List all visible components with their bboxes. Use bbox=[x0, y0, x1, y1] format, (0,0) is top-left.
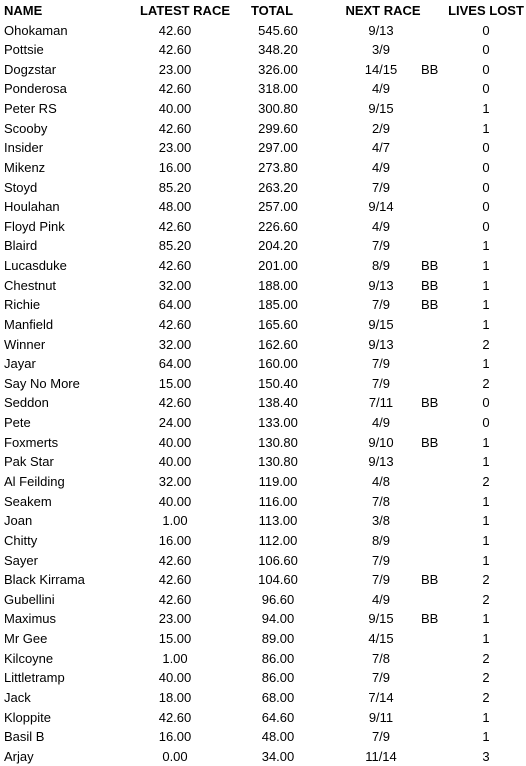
cell-name: Stoyd bbox=[4, 179, 38, 195]
table-row bbox=[0, 531, 526, 550]
table-row bbox=[0, 197, 526, 216]
cell-lives-lost: 1 bbox=[482, 709, 490, 725]
cell-latest-race: 15.00 bbox=[158, 375, 192, 391]
cell-latest-race: 23.00 bbox=[158, 140, 192, 156]
cell-name: Ponderosa bbox=[4, 81, 67, 97]
cell-latest-race: 85.20 bbox=[158, 179, 192, 195]
cell-bb-flag: BB bbox=[421, 277, 439, 293]
cell-name: Insider bbox=[4, 140, 44, 156]
cell-bb-flag: BB bbox=[421, 395, 439, 411]
cell-total: 165.60 bbox=[258, 316, 298, 332]
cell-latest-race: 40.00 bbox=[158, 670, 192, 686]
table-row bbox=[0, 40, 526, 59]
cell-latest-race: 40.00 bbox=[158, 101, 192, 117]
cell-name: Scooby bbox=[4, 120, 48, 136]
cell-lives-lost: 1 bbox=[482, 238, 490, 254]
cell-lives-lost: 0 bbox=[482, 140, 490, 156]
cell-name: Pottsie bbox=[4, 42, 44, 58]
cell-total: 257.00 bbox=[258, 199, 298, 215]
header-latest-race: LATEST RACE bbox=[139, 3, 231, 18]
cell-lives-lost: 0 bbox=[482, 22, 490, 38]
cell-next-race: 8/9 bbox=[371, 532, 391, 548]
cell-lives-lost: 1 bbox=[482, 297, 490, 313]
cell-next-race: 7/9 bbox=[371, 179, 391, 195]
cell-name: Manfield bbox=[4, 316, 54, 332]
table-row bbox=[0, 315, 526, 334]
cell-total: 150.40 bbox=[258, 375, 298, 391]
cell-next-race: 4/15 bbox=[368, 631, 394, 647]
cell-lives-lost: 0 bbox=[482, 61, 490, 77]
cell-total: 96.60 bbox=[261, 591, 295, 607]
cell-total: 545.60 bbox=[258, 22, 298, 38]
cell-bb-flag: BB bbox=[421, 258, 439, 274]
cell-latest-race: 32.00 bbox=[158, 277, 192, 293]
cell-next-race: 4/9 bbox=[371, 415, 391, 431]
cell-next-race: 7/11 bbox=[368, 395, 394, 411]
cell-next-race: 2/9 bbox=[371, 120, 391, 136]
cell-total: 160.00 bbox=[258, 356, 298, 372]
table-row bbox=[0, 727, 526, 746]
cell-total: 119.00 bbox=[258, 473, 298, 489]
table-row bbox=[0, 256, 526, 275]
cell-next-race: 4/9 bbox=[371, 81, 391, 97]
table-row bbox=[0, 570, 526, 589]
table-row bbox=[0, 492, 526, 511]
cell-name: Peter RS bbox=[4, 101, 57, 117]
table-row bbox=[0, 609, 526, 628]
cell-total: 112.00 bbox=[258, 532, 298, 548]
cell-next-race: 9/11 bbox=[368, 709, 394, 725]
cell-total: 130.80 bbox=[258, 454, 298, 470]
table-row bbox=[0, 295, 526, 314]
cell-next-race: 9/13 bbox=[368, 454, 394, 470]
cell-lives-lost: 1 bbox=[482, 631, 490, 647]
table-row bbox=[0, 21, 526, 40]
header-total: TOTAL bbox=[250, 3, 294, 18]
cell-latest-race: 18.00 bbox=[158, 689, 192, 705]
cell-lives-lost: 3 bbox=[482, 748, 490, 764]
cell-next-race: 9/13 bbox=[368, 336, 394, 352]
cell-latest-race: 42.60 bbox=[158, 120, 192, 136]
cell-name: Winner bbox=[4, 336, 46, 352]
cell-latest-race: 40.00 bbox=[158, 454, 192, 470]
cell-lives-lost: 2 bbox=[482, 591, 490, 607]
cell-total: 106.60 bbox=[258, 552, 298, 568]
cell-lives-lost: 1 bbox=[482, 493, 490, 509]
table-row bbox=[0, 335, 526, 354]
cell-name: Foxmerts bbox=[4, 434, 59, 450]
cell-name: Seddon bbox=[4, 395, 49, 411]
cell-total: 130.80 bbox=[258, 434, 298, 450]
cell-total: 204.20 bbox=[258, 238, 298, 254]
cell-next-race: 7/9 bbox=[371, 297, 391, 313]
cell-next-race: 4/7 bbox=[371, 140, 391, 156]
cell-next-race: 9/13 bbox=[368, 22, 394, 38]
cell-name: Richie bbox=[4, 297, 41, 313]
table-row bbox=[0, 79, 526, 98]
cell-total: 34.00 bbox=[261, 748, 295, 764]
cell-name: Houlahan bbox=[4, 199, 60, 215]
cell-next-race: 3/9 bbox=[371, 42, 391, 58]
table-row bbox=[0, 668, 526, 687]
cell-name: Mr Gee bbox=[4, 631, 48, 647]
cell-total: 94.00 bbox=[261, 611, 295, 627]
cell-bb-flag: BB bbox=[421, 434, 439, 450]
table-row bbox=[0, 276, 526, 295]
table-row bbox=[0, 688, 526, 707]
table-row bbox=[0, 138, 526, 157]
table-row bbox=[0, 511, 526, 530]
cell-latest-race: 23.00 bbox=[158, 611, 192, 627]
cell-total: 185.00 bbox=[258, 297, 298, 313]
cell-lives-lost: 1 bbox=[482, 611, 490, 627]
cell-lives-lost: 1 bbox=[482, 513, 490, 529]
cell-lives-lost: 1 bbox=[482, 101, 490, 117]
cell-next-race: 7/9 bbox=[371, 552, 391, 568]
cell-lives-lost: 0 bbox=[482, 179, 490, 195]
cell-name: Pete bbox=[4, 415, 31, 431]
cell-latest-race: 42.60 bbox=[158, 395, 192, 411]
cell-next-race: 4/8 bbox=[371, 473, 391, 489]
cell-next-race: 9/14 bbox=[368, 199, 394, 215]
cell-total: 273.80 bbox=[258, 159, 298, 175]
cell-name: Black Kirrama bbox=[4, 572, 85, 588]
cell-next-race: 7/9 bbox=[371, 729, 391, 745]
cell-next-race: 7/9 bbox=[371, 238, 391, 254]
cell-name: Kilcoyne bbox=[4, 650, 54, 666]
cell-name: Joan bbox=[4, 513, 33, 529]
table-row bbox=[0, 178, 526, 197]
table-row bbox=[0, 158, 526, 177]
cell-next-race: 11/14 bbox=[365, 748, 397, 764]
cell-total: 116.00 bbox=[258, 493, 298, 509]
cell-next-race: 7/9 bbox=[371, 670, 391, 686]
cell-lives-lost: 2 bbox=[482, 572, 490, 588]
cell-latest-race: 24.00 bbox=[158, 415, 192, 431]
cell-latest-race: 16.00 bbox=[158, 159, 192, 175]
table-header bbox=[0, 1, 526, 20]
cell-next-race: 9/15 bbox=[368, 611, 394, 627]
cell-lives-lost: 1 bbox=[482, 729, 490, 745]
cell-total: 326.00 bbox=[258, 61, 298, 77]
cell-latest-race: 42.60 bbox=[158, 258, 192, 274]
cell-total: 201.00 bbox=[258, 258, 298, 274]
cell-latest-race: 42.60 bbox=[158, 572, 192, 588]
cell-name: Littletramp bbox=[4, 670, 65, 686]
cell-latest-race: 32.00 bbox=[158, 336, 192, 352]
cell-next-race: 8/9 bbox=[371, 258, 391, 274]
cell-total: 300.80 bbox=[258, 101, 298, 117]
cell-bb-flag: BB bbox=[421, 297, 439, 313]
cell-total: 188.00 bbox=[258, 277, 298, 293]
cell-lives-lost: 2 bbox=[482, 650, 490, 666]
table-row bbox=[0, 551, 526, 570]
cell-next-race: 7/9 bbox=[371, 572, 391, 588]
cell-total: 64.60 bbox=[261, 709, 295, 725]
cell-latest-race: 64.00 bbox=[158, 356, 192, 372]
cell-name: Seakem bbox=[4, 493, 52, 509]
cell-next-race: 7/9 bbox=[371, 375, 391, 391]
cell-latest-race: 42.60 bbox=[158, 552, 192, 568]
cell-total: 86.00 bbox=[261, 670, 295, 686]
cell-name: Dogzstar bbox=[4, 61, 57, 77]
cell-next-race: 14/15 bbox=[364, 61, 398, 77]
cell-total: 263.20 bbox=[258, 179, 298, 195]
cell-bb-flag: BB bbox=[421, 611, 439, 627]
cell-name: Sayer bbox=[4, 552, 38, 568]
cell-total: 318.00 bbox=[258, 81, 298, 97]
cell-name: Floyd Pink bbox=[4, 218, 65, 234]
table-row bbox=[0, 708, 526, 727]
cell-latest-race: 42.60 bbox=[158, 42, 192, 58]
cell-latest-race: 15.00 bbox=[158, 631, 192, 647]
cell-next-race: 3/8 bbox=[371, 513, 391, 529]
cell-total: 86.00 bbox=[261, 650, 295, 666]
cell-latest-race: 85.20 bbox=[158, 238, 192, 254]
cell-next-race: 9/13 bbox=[368, 277, 394, 293]
cell-latest-race: 40.00 bbox=[158, 493, 192, 509]
cell-latest-race: 32.00 bbox=[158, 473, 192, 489]
cell-total: 104.60 bbox=[258, 572, 298, 588]
cell-lives-lost: 1 bbox=[482, 532, 490, 548]
cell-next-race: 4/9 bbox=[371, 218, 391, 234]
cell-lives-lost: 0 bbox=[482, 81, 490, 97]
cell-latest-race: 42.60 bbox=[158, 22, 192, 38]
cell-lives-lost: 1 bbox=[482, 552, 490, 568]
cell-lives-lost: 1 bbox=[482, 120, 490, 136]
cell-name: Jack bbox=[4, 689, 31, 705]
cell-name: Mikenz bbox=[4, 159, 46, 175]
cell-lives-lost: 0 bbox=[482, 199, 490, 215]
cell-total: 68.00 bbox=[261, 689, 295, 705]
cell-latest-race: 48.00 bbox=[158, 199, 192, 215]
cell-lives-lost: 0 bbox=[482, 415, 490, 431]
cell-name: Basil B bbox=[4, 729, 45, 745]
cell-name: Blaird bbox=[4, 238, 38, 254]
cell-lives-lost: 2 bbox=[482, 689, 490, 705]
cell-lives-lost: 2 bbox=[482, 670, 490, 686]
table-row bbox=[0, 590, 526, 609]
cell-next-race: 7/8 bbox=[371, 650, 391, 666]
table-row bbox=[0, 452, 526, 471]
cell-next-race: 4/9 bbox=[371, 591, 391, 607]
cell-lives-lost: 1 bbox=[482, 277, 490, 293]
cell-latest-race: 42.60 bbox=[158, 591, 192, 607]
cell-total: 297.00 bbox=[258, 140, 298, 156]
cell-latest-race: 40.00 bbox=[158, 434, 192, 450]
table-row bbox=[0, 413, 526, 432]
cell-latest-race: 16.00 bbox=[158, 729, 192, 745]
cell-next-race: 7/8 bbox=[371, 493, 391, 509]
table-row bbox=[0, 472, 526, 491]
cell-total: 89.00 bbox=[261, 631, 295, 647]
cell-next-race: 7/9 bbox=[371, 356, 391, 372]
cell-total: 133.00 bbox=[258, 415, 298, 431]
table-row bbox=[0, 393, 526, 412]
cell-lives-lost: 0 bbox=[482, 395, 490, 411]
cell-lives-lost: 0 bbox=[482, 159, 490, 175]
cell-name: Maximus bbox=[4, 611, 57, 627]
cell-lives-lost: 2 bbox=[482, 473, 490, 489]
cell-latest-race: 0.00 bbox=[162, 748, 188, 764]
cell-total: 138.40 bbox=[258, 395, 298, 411]
header-lives-lost: LIVES LOST bbox=[448, 3, 524, 18]
cell-next-race: 9/10 bbox=[368, 434, 394, 450]
cell-lives-lost: 1 bbox=[482, 258, 490, 274]
cell-name: Pak Star bbox=[4, 454, 54, 470]
cell-name: Say No More bbox=[4, 375, 80, 391]
table-row bbox=[0, 236, 526, 255]
table-row bbox=[0, 60, 526, 79]
cell-name: Chestnut bbox=[4, 277, 57, 293]
cell-total: 113.00 bbox=[258, 513, 298, 529]
cell-total: 348.20 bbox=[258, 42, 298, 58]
cell-name: Lucasduke bbox=[4, 258, 67, 274]
cell-name: Kloppite bbox=[4, 709, 51, 725]
cell-bb-flag: BB bbox=[421, 572, 439, 588]
cell-lives-lost: 1 bbox=[482, 316, 490, 332]
cell-next-race: 4/9 bbox=[371, 159, 391, 175]
cell-lives-lost: 2 bbox=[482, 336, 490, 352]
cell-lives-lost: 0 bbox=[482, 218, 490, 234]
cell-lives-lost: 1 bbox=[482, 434, 490, 450]
table-row bbox=[0, 354, 526, 373]
cell-latest-race: 16.00 bbox=[158, 532, 192, 548]
cell-next-race: 9/15 bbox=[368, 101, 394, 117]
cell-next-race: 9/15 bbox=[368, 316, 394, 332]
cell-latest-race: 42.60 bbox=[158, 709, 192, 725]
cell-name: Arjay bbox=[4, 748, 34, 764]
cell-lives-lost: 1 bbox=[482, 356, 490, 372]
header-next-race: NEXT RACE bbox=[345, 3, 421, 18]
cell-next-race: 7/14 bbox=[368, 689, 394, 705]
cell-latest-race: 42.60 bbox=[158, 81, 192, 97]
cell-latest-race: 1.00 bbox=[162, 650, 188, 666]
cell-latest-race: 42.60 bbox=[158, 316, 192, 332]
header-name: NAME bbox=[4, 3, 43, 18]
cell-name: Chitty bbox=[4, 532, 38, 548]
table-row bbox=[0, 99, 526, 118]
cell-name: Al Feilding bbox=[4, 473, 65, 489]
table-row bbox=[0, 217, 526, 236]
cell-latest-race: 42.60 bbox=[158, 218, 192, 234]
cell-name: Jayar bbox=[4, 356, 36, 372]
table-row bbox=[0, 649, 526, 668]
cell-bb-flag: BB bbox=[421, 61, 439, 77]
cell-total: 162.60 bbox=[258, 336, 298, 352]
table-row bbox=[0, 433, 526, 452]
cell-latest-race: 23.00 bbox=[158, 61, 192, 77]
cell-total: 299.60 bbox=[258, 120, 298, 136]
cell-name: Ohokaman bbox=[4, 22, 68, 38]
cell-total: 226.60 bbox=[258, 218, 298, 234]
cell-name: Gubellini bbox=[4, 591, 55, 607]
table-row bbox=[0, 629, 526, 648]
cell-lives-lost: 2 bbox=[482, 375, 490, 391]
cell-lives-lost: 1 bbox=[482, 454, 490, 470]
cell-total: 48.00 bbox=[261, 729, 295, 745]
table-row bbox=[0, 374, 526, 393]
cell-lives-lost: 0 bbox=[482, 42, 490, 58]
cell-latest-race: 64.00 bbox=[158, 297, 192, 313]
cell-latest-race: 1.00 bbox=[162, 513, 188, 529]
table-row bbox=[0, 119, 526, 138]
